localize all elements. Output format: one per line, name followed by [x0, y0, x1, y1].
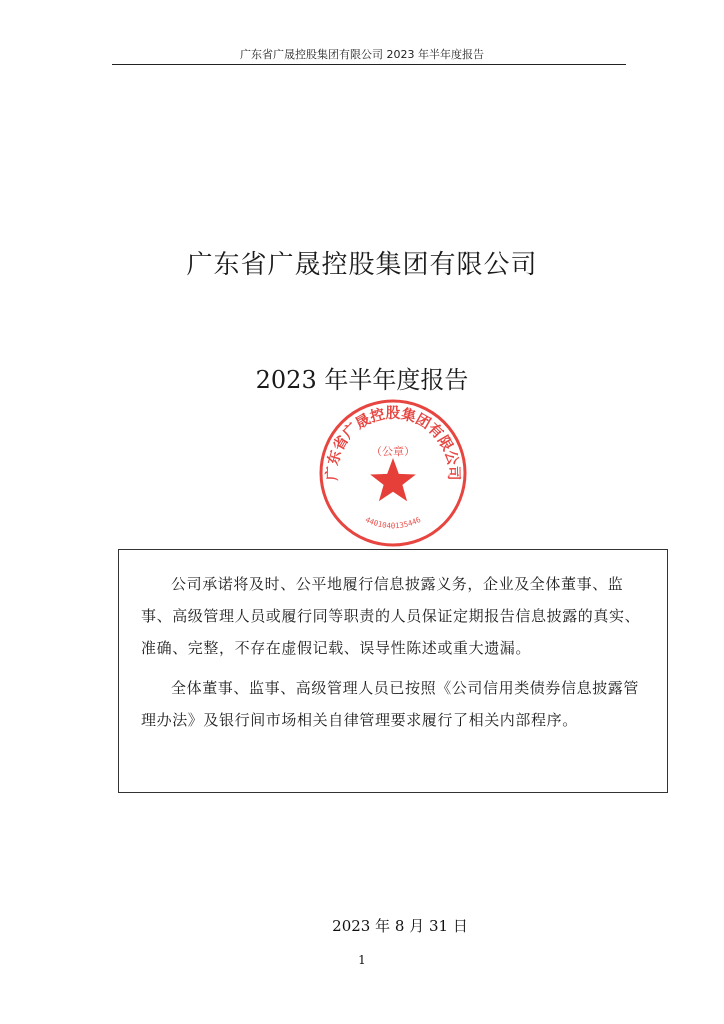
seal-center-text: （公章） — [371, 445, 415, 458]
seal-star-icon — [370, 458, 416, 501]
report-title: 2023 年半年度报告 — [255, 366, 469, 394]
company-seal — [318, 398, 468, 548]
seal-ring-text: 广东省广晟控股集团有限公司 — [324, 406, 462, 481]
header-divider — [112, 64, 626, 65]
page-header: 广东省广晟控股集团有限公司 2023 年半年度报告 — [240, 48, 484, 61]
notice-paragraph-1: 公司承诺将及时、公平地履行信息披露义务，企业及全体董事、监事、高级管理人员或履行同等职责的人员保证定期报告信息披露的真实、准确、完整，不存在虚假记载、误导性陈述或重大遗漏。 — [141, 575, 641, 657]
svg-text:4401040135446 — [364, 515, 423, 531]
company-name: 广东省广晟控股集团有限公司 — [186, 250, 538, 280]
disclosure-notice — [118, 549, 668, 793]
page-number: 1 — [358, 953, 366, 967]
seal-code-text: 4401040135446 — [363, 514, 423, 531]
notice-paragraph-2: 全体董事、监事、高级管理人员已按照《公司信用类债券信息披露管理办法》及银行间市场相关自律管理要求履行了相关内部程序。 — [141, 679, 640, 729]
report-date: 2023 年 8 月 31 日 — [332, 917, 468, 935]
